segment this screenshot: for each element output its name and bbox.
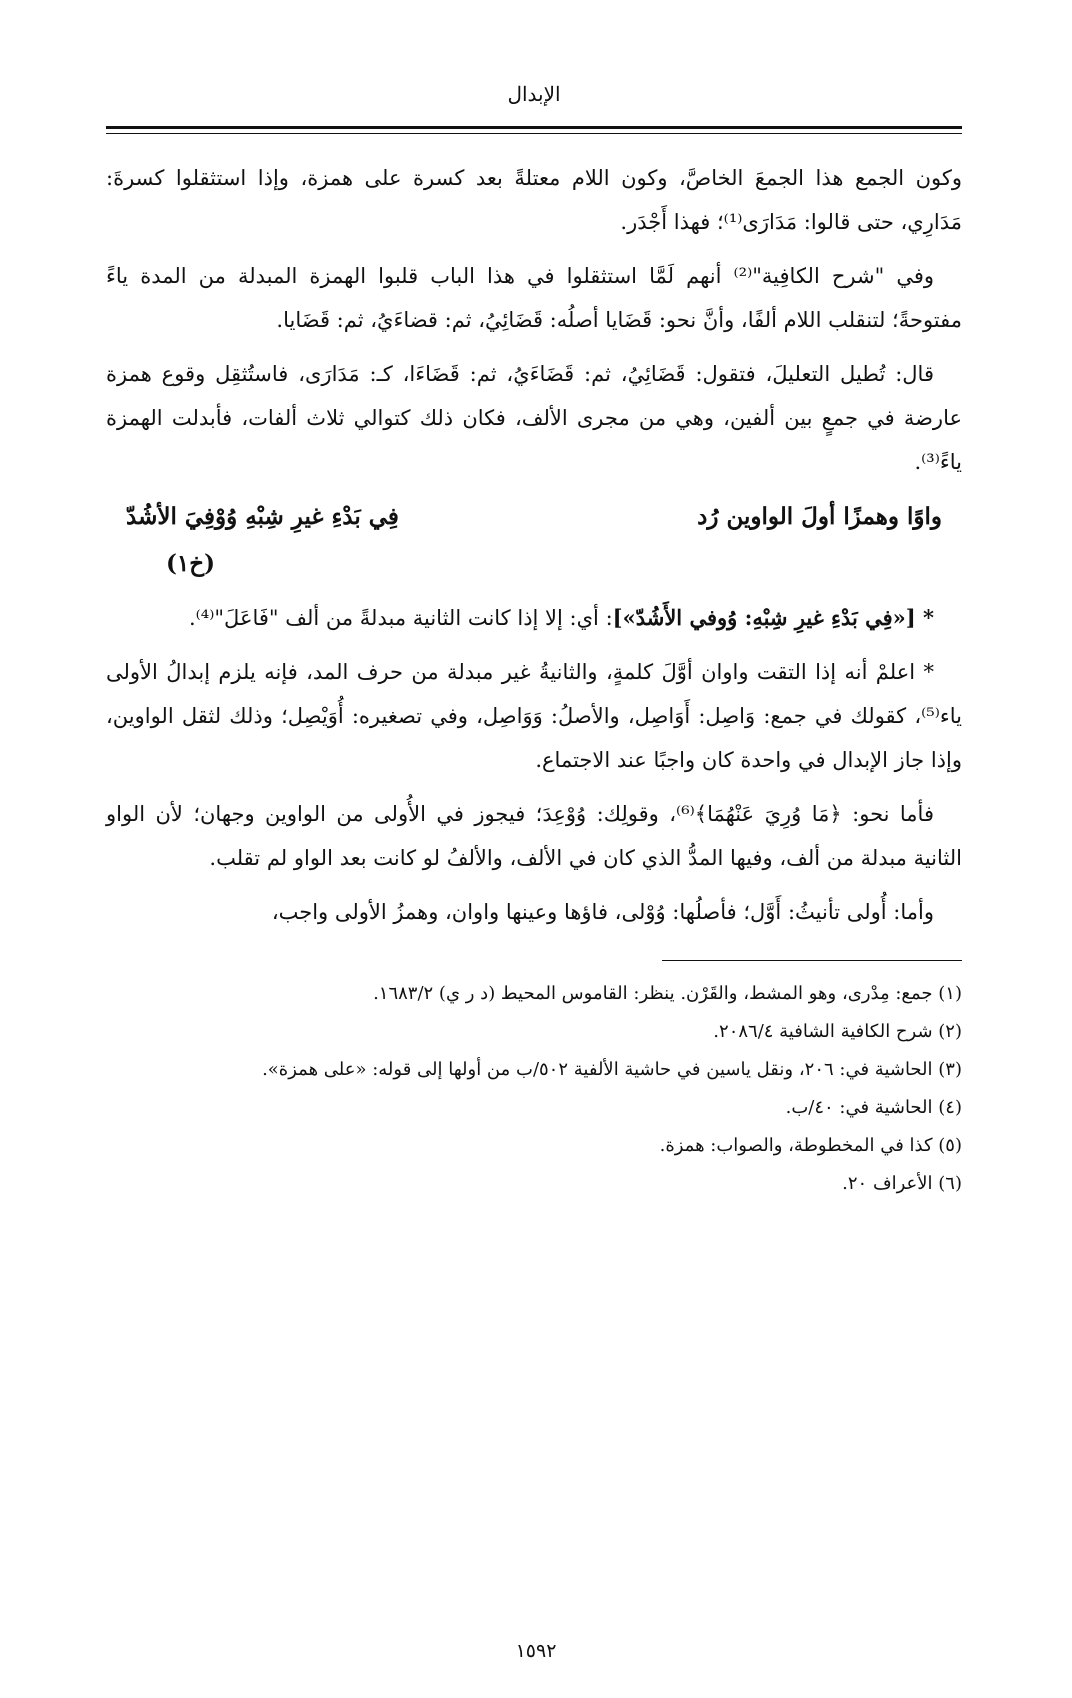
- footnote: (٦) الأعراف ٢٠.: [842, 1173, 962, 1194]
- footnotes: [106, 975, 962, 1203]
- footnote: (٢) شرح الكافية الشافية ٢٠٨٦/٤.: [713, 1021, 962, 1042]
- main-text: [106, 156, 962, 934]
- paragraph-4-rest: : أي: إلا إذا كانت الثانية مبدلةً من ألف "فَاعَلَ"⁽⁴⁾.: [188, 606, 613, 630]
- paragraph-1: وكون الجمع هذا الجمعَ الخاصَّ، وكون اللام معتلةً بعد كسرة على همزة، وإذا استثقلوا كسرةَ: مَدَارِي، حتى قالوا: مَدَارَى⁽¹⁾؛ فهذا أَجْدَر.: [106, 166, 962, 234]
- header-rule: [106, 126, 962, 134]
- footnote-separator: [662, 960, 962, 961]
- page-number: ١٥٩٢: [515, 1640, 557, 1662]
- paragraph-7: وأما: أُولى تأنيثُ: أَوَّل؛ فأصلُها: وُوْلى، فاؤها وعينها واوان، وهمزُ الأولى واجب،: [271, 900, 934, 924]
- verse-hemistich-right: واوًا وهمزًا أولَ الواوين رُد: [697, 503, 942, 530]
- paragraph-3: قال: تُطيل التعليلَ، فتقول: قَضَائِيُ، ثم: قَضَاءَيُ، ثم: قَضَاءَا، كـ: مَدَارَى، فاستُثقِل وقوع همزة عارضة في جمعٍ بين ألفين، وهي من مجرى الألف، فكان ذلك كتوالي ثلاث ألفات، فأبدلت الهمزة ياءً⁽³⁾.: [106, 362, 962, 474]
- quoted-verse-lead: * [«فِي بَدْءِ غيرِ شِبْهِ: وُوفي الأَشُدّ»]: [612, 605, 934, 630]
- footnote: (٤) الحاشية في: ٤٠/ب.: [785, 1097, 962, 1118]
- footnote: (١) جمع: مِدْرى، وهو المشط، والقَرْن. ينظر: القاموس المحيط (د ر ي) ١٦٨٣/٢.: [373, 983, 962, 1004]
- paragraph-2: وفي "شرح الكافِية"⁽²⁾ أنهم لَمَّا استثقلوا في هذا الباب قلبوا الهمزة المبدلة من المدة ياءً مفتوحةً؛ لتنقلب اللام ألفًا، وأنَّ نحو: قَضَايا أصلُه: قَضَائِيُ، ثم: قضاءَيُ، ثم: قَضَايا.: [106, 264, 962, 332]
- paragraph-4: [106, 596, 962, 640]
- paragraph-6: فأما نحو: ﴿مَا وُرِيَ عَنْهُمَا﴾⁽⁶⁾، وقولِك: وُوْعِدَ؛ فيجوز في الأُولى من الواوين وجهان؛ لأن الواو الثانية مبدلة من ألف، وفيها المدُّ الذي كان في الألف، والألفُ لو كانت بعد الواو لم تقلب.: [106, 802, 962, 870]
- verse-number: (خ١): [166, 550, 215, 577]
- paragraph-5: * اعلمْ أنه إذا التقت واوان أوَّلَ كلمةٍ، والثانيةُ غير مبدلة من حرف المد، فإنه يلزم إبدالُ الأولى ياء⁽⁵⁾، كقولك في جمع: وَاصِل: أَوَاصِل، والأصلُ: وَوَاصِل، وفي تصغيره: أُوَيْصِل؛ وذلك لثقل الواوين، وإذا جاز الإبدال في واحدة كان واجبًا عند الاجتماع.: [106, 660, 962, 772]
- verse-line: [126, 494, 942, 540]
- verse-hemistich-left: فِي بَدْءِ غيرِ شِبْهِ وُوْفِيَ الأشُدّ: [126, 503, 399, 530]
- running-header: الإبدال: [507, 82, 561, 106]
- footnote: (٣) الحاشية في: ٢٠٦، ونقل ياسين في حاشية الألفية ٥٠٢/ب من أولها إلى قوله: «على همزة».: [262, 1059, 962, 1080]
- footnote: (٥) كذا في المخطوطة، والصواب: همزة.: [659, 1135, 962, 1156]
